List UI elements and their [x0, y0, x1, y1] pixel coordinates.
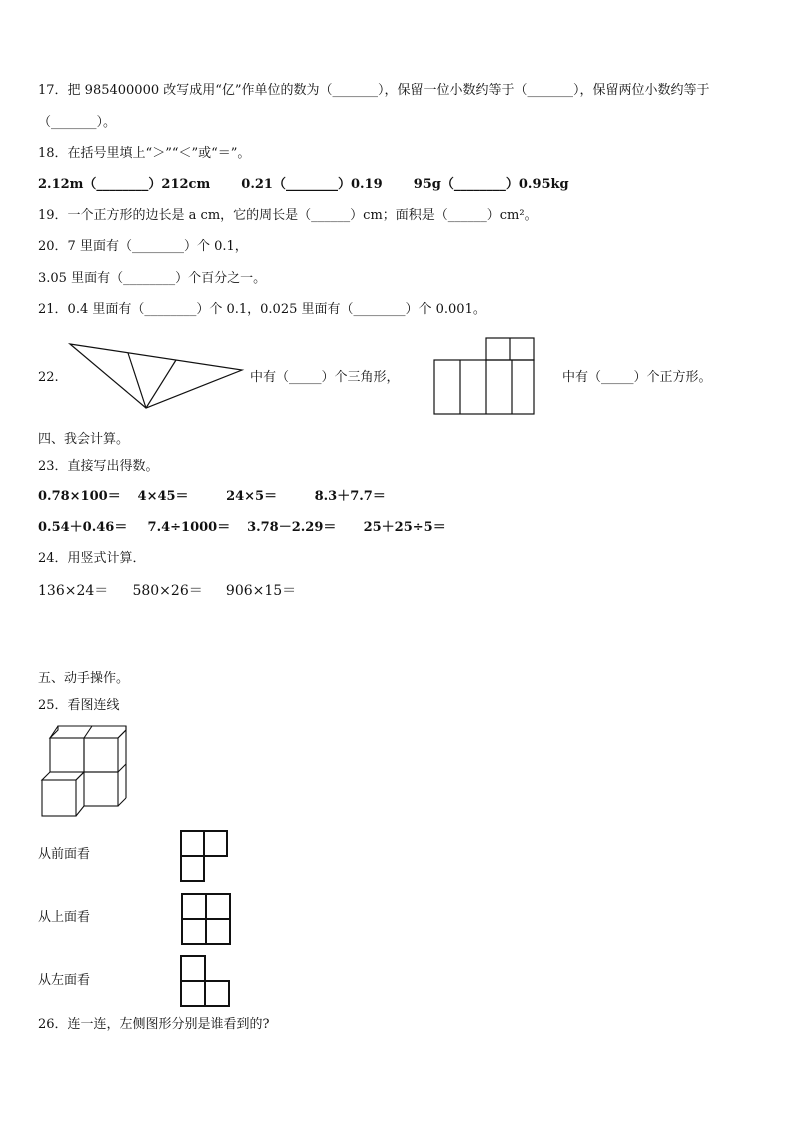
- cube-stack-figure: [38, 724, 130, 820]
- q18-item-2: 0.21（________）0.19: [241, 177, 383, 192]
- q23-r2-item-2: 7.4÷1000＝: [147, 520, 231, 535]
- q23-r1-item-2: 4×45＝: [137, 489, 189, 504]
- q23-r1-item-3: 24×5＝: [226, 489, 278, 504]
- q20-line2: 3.05 里面有（________）个百分之一。: [38, 271, 267, 286]
- q25-view-left: 从左面看: [38, 973, 91, 988]
- q22-number: 22.: [38, 370, 59, 385]
- q20-line1: 20．7 里面有（________）个 0.1，: [38, 239, 248, 254]
- q23-row2: [38, 519, 446, 537]
- q23-title: 23．直接写出得数。: [38, 459, 159, 474]
- q25-view-top: 从上面看: [38, 910, 91, 925]
- q26-text: 26．连一连，左侧图形分别是谁看到的?: [38, 1017, 270, 1032]
- section5-title: 五、动手操作。: [38, 671, 130, 686]
- q23-r2-item-3: 3.78－2.29＝: [247, 520, 337, 535]
- q24-item-3: 906×15＝: [225, 583, 297, 599]
- q17-line1: 17．把 985400000 改写成用“亿”作单位的数为（_______），保留一位小数约等于（_______），保留两位小数约等于: [38, 83, 710, 98]
- q23-r2-item-1: 0.54＋0.46＝: [38, 520, 128, 535]
- view-left-figure: [178, 953, 232, 1009]
- view-front-figure: [178, 828, 230, 884]
- q18-items: [38, 176, 569, 194]
- view-top-figure: [179, 891, 233, 947]
- section4-title: 四、我会计算。: [38, 432, 130, 447]
- q24-title: 24．用竖式计算．: [38, 551, 146, 566]
- q25-view-front: 从前面看: [38, 847, 91, 862]
- q19-text: 19．一个正方形的边长是 a cm，它的周长是（______）cm；面积是（______）cm²。: [38, 208, 538, 223]
- q18-item-1: 2.12m（________）212cm: [38, 177, 211, 192]
- q24-item-1: 136×24＝: [38, 583, 109, 599]
- q24-item-2: 580×26＝: [132, 583, 203, 599]
- q23-r1-item-4: 8.3＋7.7＝: [314, 489, 386, 504]
- q18-item-3: 95g（________）0.95kg: [413, 177, 569, 192]
- q21-text: 21．0.4 里面有（________）个 0.1，0.025 里面有（________）个 0.001。: [38, 302, 486, 317]
- q17-line2: （_______）。: [38, 115, 117, 130]
- triangle-figure: [66, 340, 246, 412]
- q23-r2-item-4: 25＋25÷5＝: [363, 520, 446, 535]
- q22-triangle-text: 中有（_____）个三角形，: [250, 370, 400, 385]
- q24-items: [38, 582, 296, 600]
- q23-r1-item-1: 0.78×100＝: [38, 489, 121, 504]
- q22-square-text: 中有（_____）个正方形。: [562, 370, 712, 385]
- q23-row1: [38, 488, 386, 506]
- squares-figure: [432, 336, 538, 418]
- q18-title: 18．在括号里填上“＞”“＜”或“＝”。: [38, 146, 251, 161]
- q25-title: 25．看图连线: [38, 698, 120, 713]
